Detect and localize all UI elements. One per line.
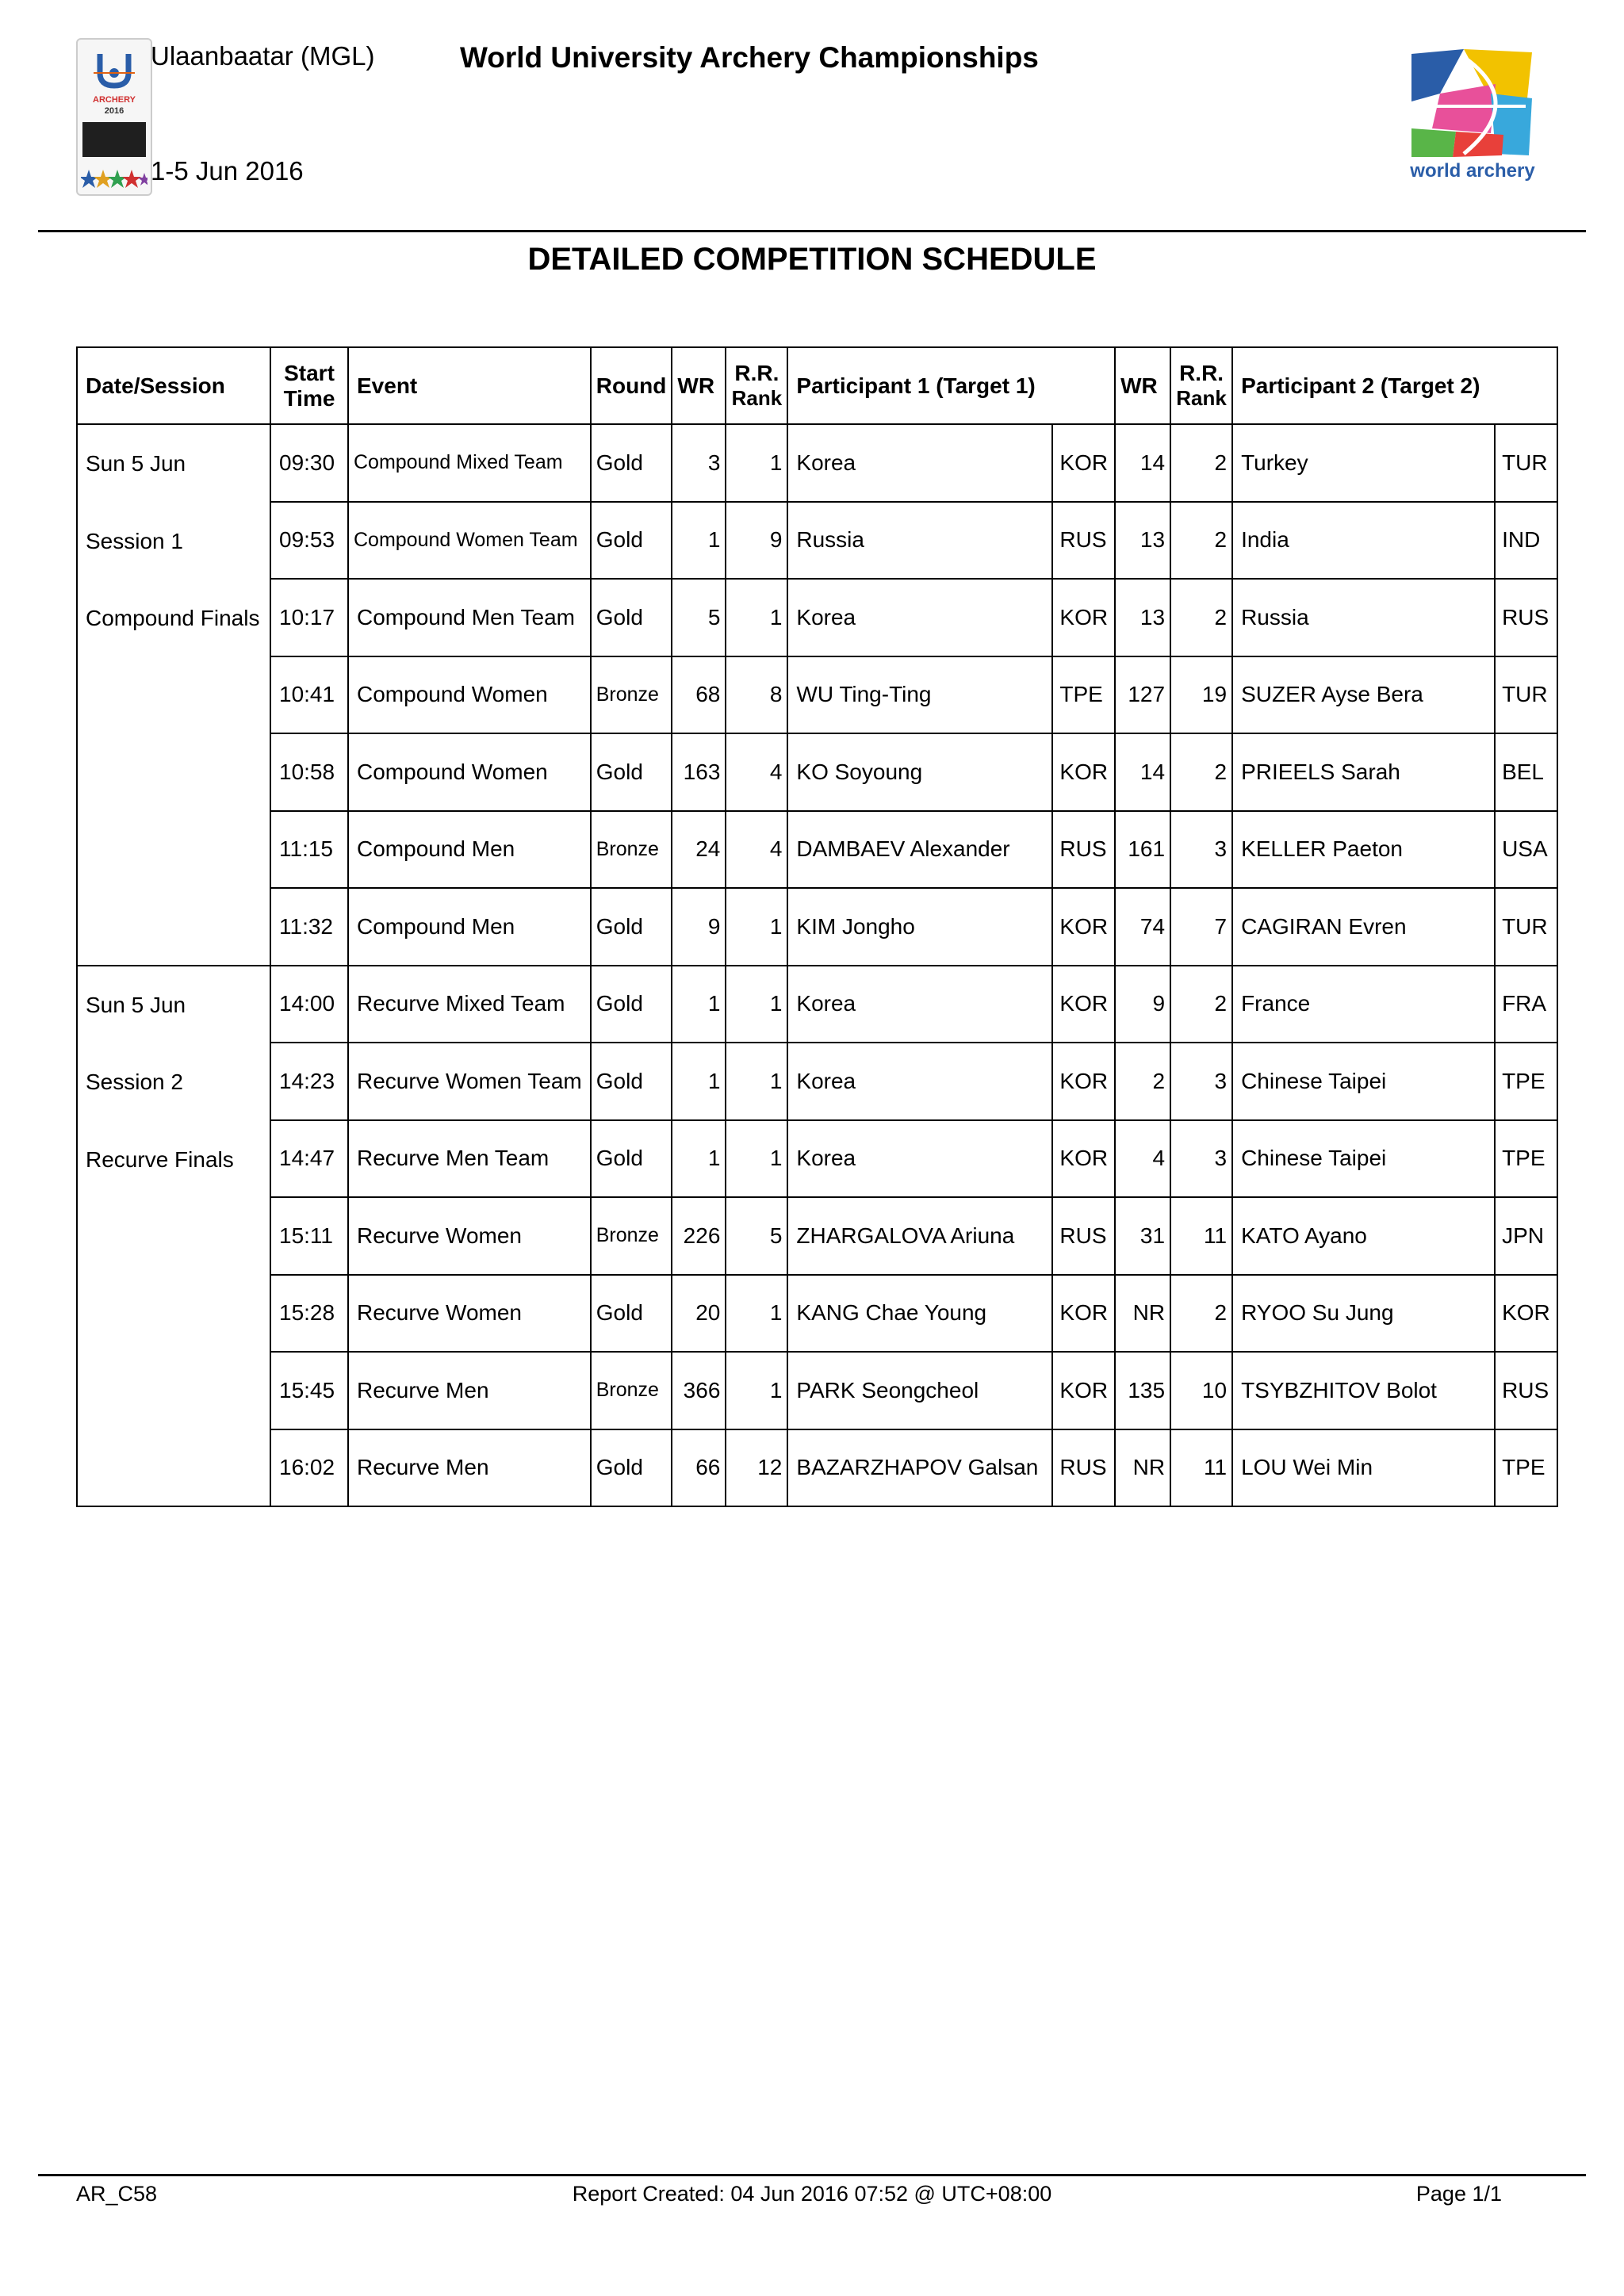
event-cell: Recurve Men Team [348, 1120, 591, 1198]
country-1-cell: KOR [1052, 733, 1115, 811]
wr-2-cell: 13 [1115, 579, 1170, 656]
wr-2-cell: 161 [1115, 811, 1170, 889]
start-time-cell: 14:47 [270, 1120, 348, 1198]
session-name: Recurve Finals [86, 1146, 234, 1172]
event-dates: 1-5 Jun 2016 [151, 156, 304, 186]
country-1-cell: TPE [1052, 656, 1115, 734]
country-1-cell: RUS [1052, 811, 1115, 889]
table-row [77, 966, 1557, 1043]
schedule-table [76, 346, 1558, 1507]
wr-2-cell: NR [1115, 1275, 1170, 1353]
session-number: Session 2 [86, 1070, 183, 1094]
round-cell: Gold [591, 1043, 672, 1120]
event-logo [76, 38, 152, 196]
wr-cell: 3 [672, 424, 726, 502]
table-row [77, 1043, 1557, 1120]
wr-cell: 1 [672, 1120, 726, 1198]
col-wr: WR [672, 347, 726, 424]
country-1-cell: KOR [1052, 888, 1115, 966]
participant-1-cell: Korea [787, 1120, 1052, 1198]
rr-rank-cell: 4 [726, 733, 787, 811]
country-1-cell: KOR [1052, 579, 1115, 656]
participant-2-cell: Chinese Taipei [1232, 1043, 1495, 1120]
rr-rank-cell: 1 [726, 1120, 787, 1198]
country-1-cell: KOR [1052, 1352, 1115, 1429]
start-time-cell: 11:32 [270, 888, 348, 966]
start-time-cell: 10:17 [270, 579, 348, 656]
table-row [77, 1275, 1557, 1353]
event-city: Ulaanbaatar (MGL) [151, 41, 375, 71]
participant-1-cell: BAZARZHAPOV Galsan [787, 1429, 1052, 1507]
participant-2-cell: KELLER Paeton [1232, 811, 1495, 889]
event-cell: Compound Men [348, 888, 591, 966]
event-cell: Recurve Women [348, 1275, 591, 1353]
wr-cell: 5 [672, 579, 726, 656]
round-cell: Gold [591, 888, 672, 966]
participant-1-cell: Korea [787, 1043, 1052, 1120]
round-cell: Gold [591, 1429, 672, 1507]
wr-2-cell: NR [1115, 1429, 1170, 1507]
table-row [77, 811, 1557, 889]
country-2-cell: TPE [1495, 1120, 1557, 1198]
participant-1-cell: PARK Seongcheol [787, 1352, 1052, 1429]
logo-band [82, 122, 146, 157]
rr-rank-cell: 1 [726, 1352, 787, 1429]
wr-cell: 1 [672, 966, 726, 1043]
event-cell: Compound Men Team [348, 579, 591, 656]
wr-cell: 366 [672, 1352, 726, 1429]
round-cell: Gold [591, 424, 672, 502]
participant-2-cell: France [1232, 966, 1495, 1043]
wr-cell: 163 [672, 733, 726, 811]
event-cell: Compound Women Team [348, 502, 591, 580]
event-cell: Recurve Women Team [348, 1043, 591, 1120]
start-time-cell: 14:00 [270, 966, 348, 1043]
stars-icon [81, 165, 147, 192]
wr-cell: 68 [672, 656, 726, 734]
event-cell: Compound Men [348, 811, 591, 889]
rr-rank-2-cell: 2 [1170, 579, 1232, 656]
wr-cell: 24 [672, 811, 726, 889]
championship-title: World University Archery Championships [460, 41, 1039, 74]
rr-rank-2-cell: 3 [1170, 1120, 1232, 1198]
report-code: AR_C58 [76, 2182, 158, 2206]
table-row [77, 424, 1557, 502]
country-2-cell: USA [1495, 811, 1557, 889]
wr-cell: 1 [672, 502, 726, 580]
logo-line2: 2016 [104, 106, 124, 116]
country-2-cell: JPN [1495, 1197, 1557, 1275]
participant-2-cell: PRIEELS Sarah [1232, 733, 1495, 811]
rr-rank-cell: 1 [726, 1043, 787, 1120]
round-cell: Gold [591, 966, 672, 1043]
participant-1-cell: ZHARGALOVA Ariuna [787, 1197, 1052, 1275]
round-cell: Bronze [591, 1352, 672, 1429]
rr-rank-cell: 9 [726, 502, 787, 580]
table-row [77, 502, 1557, 580]
round-cell: Gold [591, 579, 672, 656]
country-1-cell: RUS [1052, 1197, 1115, 1275]
rr-rank-cell: 1 [726, 1275, 787, 1353]
table-row [77, 1352, 1557, 1429]
start-time-cell: 15:45 [270, 1352, 348, 1429]
session-cell [77, 966, 270, 1507]
rr-rank-2-cell: 3 [1170, 1043, 1232, 1120]
start-time-cell: 09:30 [270, 424, 348, 502]
table-header-row [77, 347, 1557, 424]
wr-cell: 226 [672, 1197, 726, 1275]
country-2-cell: FRA [1495, 966, 1557, 1043]
table-row [77, 1197, 1557, 1275]
col-date-session: Date/Session [77, 347, 270, 424]
start-time-cell: 10:41 [270, 656, 348, 734]
participant-2-cell: LOU Wei Min [1232, 1429, 1495, 1507]
participant-2-cell: India [1232, 502, 1495, 580]
country-1-cell: KOR [1052, 424, 1115, 502]
rr-rank-2-cell: 2 [1170, 502, 1232, 580]
session-cell [77, 424, 270, 966]
wr-2-cell: 74 [1115, 888, 1170, 966]
country-2-cell: KOR [1495, 1275, 1557, 1353]
logo-line1: ARCHERY [93, 95, 136, 105]
col-participant-1: Participant 1 (Target 1) [787, 347, 1115, 424]
rr-rank-2-cell: 3 [1170, 811, 1232, 889]
session-date: Sun 5 Jun [86, 451, 186, 476]
round-cell: Gold [591, 733, 672, 811]
event-cell: Compound Women [348, 656, 591, 734]
table-row [77, 656, 1557, 734]
rr-rank-2-cell: 11 [1170, 1429, 1232, 1507]
participant-2-cell: TSYBZHITOV Bolot [1232, 1352, 1495, 1429]
participant-1-cell: Korea [787, 424, 1052, 502]
round-cell: Bronze [591, 811, 672, 889]
country-2-cell: RUS [1495, 579, 1557, 656]
table-row [77, 733, 1557, 811]
rr-rank-cell: 12 [726, 1429, 787, 1507]
footer-divider [38, 2174, 1586, 2176]
round-cell: Gold [591, 502, 672, 580]
start-time-cell: 14:23 [270, 1043, 348, 1120]
session-date: Sun 5 Jun [86, 992, 186, 1017]
participant-2-cell: KATO Ayano [1232, 1197, 1495, 1275]
start-time-cell: 15:11 [270, 1197, 348, 1275]
event-cell: Compound Women [348, 733, 591, 811]
start-time-cell: 16:02 [270, 1429, 348, 1507]
table-row [77, 888, 1557, 966]
rr-rank-2-cell: 2 [1170, 1275, 1232, 1353]
rr-rank-2-cell: 10 [1170, 1352, 1232, 1429]
rr-rank-cell: 8 [726, 656, 787, 734]
rr-rank-cell: 4 [726, 811, 787, 889]
start-time-cell: 11:15 [270, 811, 348, 889]
start-time-cell: 09:53 [270, 502, 348, 580]
participant-1-cell: Korea [787, 579, 1052, 656]
wr-cell: 9 [672, 888, 726, 966]
rr-rank-2-cell: 19 [1170, 656, 1232, 734]
round-cell: Bronze [591, 1197, 672, 1275]
participant-1-cell: KANG Chae Young [787, 1275, 1052, 1353]
round-cell: Gold [591, 1120, 672, 1198]
participant-2-cell: RYOO Su Jung [1232, 1275, 1495, 1353]
start-time-cell: 10:58 [270, 733, 348, 811]
event-cell: Recurve Men [348, 1352, 591, 1429]
participant-2-cell: Chinese Taipei [1232, 1120, 1495, 1198]
event-cell: Recurve Mixed Team [348, 966, 591, 1043]
wr-2-cell: 127 [1115, 656, 1170, 734]
header-divider [38, 230, 1586, 232]
event-cell: Recurve Women [348, 1197, 591, 1275]
start-time-cell: 15:28 [270, 1275, 348, 1353]
country-1-cell: KOR [1052, 1043, 1115, 1120]
wr-2-cell: 2 [1115, 1043, 1170, 1120]
rr-rank-2-cell: 2 [1170, 424, 1232, 502]
col-event: Event [348, 347, 591, 424]
country-1-cell: RUS [1052, 1429, 1115, 1507]
table-row [77, 1429, 1557, 1507]
wr-cell: 1 [672, 1043, 726, 1120]
col-rr-rank-2: R.R. Rank [1170, 347, 1232, 424]
country-1-cell: KOR [1052, 966, 1115, 1043]
session-number: Session 1 [86, 528, 183, 553]
participant-1-cell: Russia [787, 502, 1052, 580]
country-2-cell: TPE [1495, 1429, 1557, 1507]
rr-rank-2-cell: 2 [1170, 966, 1232, 1043]
participant-2-cell: Turkey [1232, 424, 1495, 502]
col-start-time: Start Time [270, 347, 348, 424]
rr-rank-2-cell: 7 [1170, 888, 1232, 966]
country-2-cell: IND [1495, 502, 1557, 580]
rr-rank-cell: 1 [726, 424, 787, 502]
country-2-cell: TUR [1495, 656, 1557, 734]
col-round: Round [591, 347, 672, 424]
round-cell: Gold [591, 1275, 672, 1353]
participant-1-cell: KO Soyoung [787, 733, 1052, 811]
participant-1-cell: WU Ting-Ting [787, 656, 1052, 734]
report-created: Report Created: 04 Jun 2016 07:52 @ UTC+08:00 [572, 2182, 1052, 2206]
table-row [77, 579, 1557, 656]
country-2-cell: TUR [1495, 424, 1557, 502]
col-participant-2: Participant 2 (Target 2) [1232, 347, 1557, 424]
event-cell: Recurve Men [348, 1429, 591, 1507]
country-2-cell: RUS [1495, 1352, 1557, 1429]
session-name: Compound Finals [86, 606, 260, 630]
rr-rank-cell: 1 [726, 579, 787, 656]
world-archery-logo-text: world archery [1410, 160, 1535, 182]
rr-rank-cell: 5 [726, 1197, 787, 1275]
rr-rank-2-cell: 2 [1170, 733, 1232, 811]
university-u-icon [94, 51, 135, 90]
country-2-cell: BEL [1495, 733, 1557, 811]
participant-1-cell: KIM Jongho [787, 888, 1052, 966]
participant-2-cell: SUZER Ayse Bera [1232, 656, 1495, 734]
col-rr-rank: R.R. Rank [726, 347, 787, 424]
wr-2-cell: 9 [1115, 966, 1170, 1043]
table-row [77, 1120, 1557, 1198]
country-1-cell: RUS [1052, 502, 1115, 580]
page-number: Page 1/1 [1415, 2182, 1502, 2206]
wr-2-cell: 135 [1115, 1352, 1170, 1429]
participant-1-cell: DAMBAEV Alexander [787, 811, 1052, 889]
participant-2-cell: Russia [1232, 579, 1495, 656]
wr-2-cell: 31 [1115, 1197, 1170, 1275]
rr-rank-cell: 1 [726, 888, 787, 966]
wr-2-cell: 13 [1115, 502, 1170, 580]
country-1-cell: KOR [1052, 1120, 1115, 1198]
country-2-cell: TUR [1495, 888, 1557, 966]
wr-2-cell: 14 [1115, 424, 1170, 502]
participant-1-cell: Korea [787, 966, 1052, 1043]
event-cell: Compound Mixed Team [348, 424, 591, 502]
round-cell: Bronze [591, 656, 672, 734]
country-1-cell: KOR [1052, 1275, 1115, 1353]
wr-cell: 66 [672, 1429, 726, 1507]
col-wr-2: WR [1115, 347, 1170, 424]
wr-2-cell: 14 [1115, 733, 1170, 811]
rr-rank-cell: 1 [726, 966, 787, 1043]
participant-2-cell: CAGIRAN Evren [1232, 888, 1495, 966]
country-2-cell: TPE [1495, 1043, 1557, 1120]
document-title: DETAILED COMPETITION SCHEDULE [527, 242, 1097, 277]
rr-rank-2-cell: 11 [1170, 1197, 1232, 1275]
wr-2-cell: 4 [1115, 1120, 1170, 1198]
wr-cell: 20 [672, 1275, 726, 1353]
